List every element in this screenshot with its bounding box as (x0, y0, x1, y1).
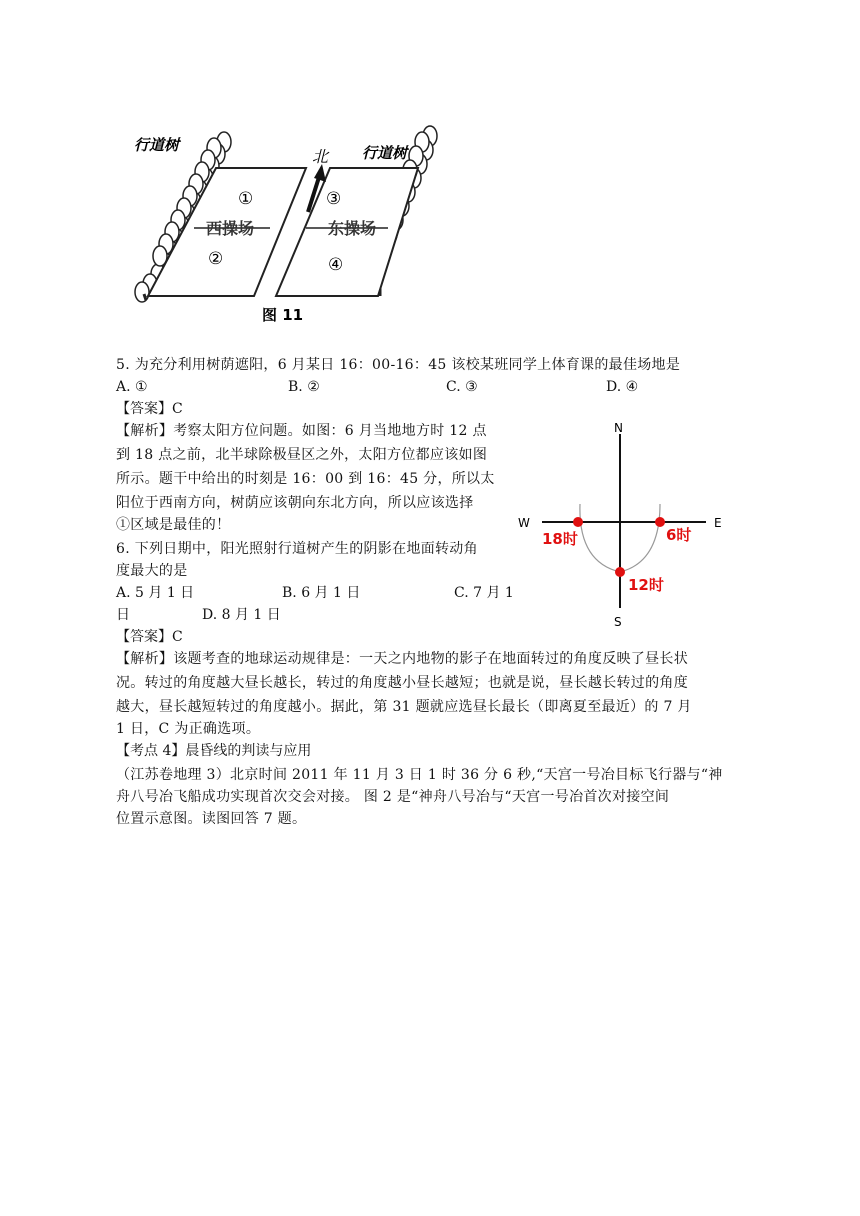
west-letter: W (518, 516, 530, 530)
q5-question: 5. 为充分利用树荫遮阳，6 月某日 16：00-16：45 该校某班同学上体育课的最佳场地是 (116, 357, 681, 373)
label-12h: 12时 (628, 576, 664, 594)
sunset-point (573, 517, 583, 527)
sunrise-point (655, 517, 665, 527)
q6-question-line-2: 度最大的是 (116, 563, 188, 579)
q6-option-b: B. 6 月 1 日 (282, 585, 361, 601)
section4-intro-line-1: （江苏卷地理 3）北京时间 2011 年 11 月 3 日 1 时 36 分 6 秒,“天宫一号冶目标飞行器与“神 (116, 767, 723, 783)
north-label: 北 (312, 147, 329, 166)
area-3: ③ (326, 189, 342, 209)
q5-analysis-line-3: 所示。题干中给出的时刻是 16：00 到 16：45 分，所以太 (116, 471, 495, 487)
west-field-label: 西操场 (206, 219, 255, 238)
q5-answer: 【答案】C (116, 401, 183, 417)
q6-option-a: A. 5 月 1 日 (116, 585, 195, 601)
q5-option-c: C. ③ (446, 379, 478, 395)
q6-answer: 【答案】C (116, 629, 183, 645)
q6-option-c: C. 7 月 1 (454, 585, 514, 601)
q6-analysis-line-3: 越大，昼长越短转过的角度越小。据此，第 31 题就应选昼长最长（即离夏至最近）的 7 月 (116, 699, 692, 715)
section4-heading: 【考点 4】晨昏线的判读与应用 (116, 743, 312, 759)
q6-analysis-line-2: 况。转过的角度越大昼长越长，转过的角度越小昼长越短；也就是说，昼长越长转过的角度 (116, 675, 688, 691)
q5-analysis-line-2: 到 18 点之前，北半球除极昼区之外，太阳方位都应该如图 (116, 447, 488, 463)
tree-label-right: 行道树 (362, 144, 408, 162)
q5-option-b: B. ② (288, 379, 320, 395)
area-2: ② (208, 249, 224, 269)
q5-analysis-line-4: 阳位于西南方向，树荫应该朝向东北方向，所以应该选择 (116, 495, 474, 511)
figure-11-caption: 图 11 (262, 306, 304, 324)
figure-11 (128, 120, 448, 330)
q6-option-c-continued: 日 (116, 607, 130, 623)
noon-point (615, 567, 625, 577)
section4-intro-line-2: 舟八号冶飞船成功实现首次交会对接。 图 2 是“神舟八号冶与“天宫一号冶首次对接空间 (116, 789, 670, 805)
q5-analysis-line-5: ①区域是最佳的！ (116, 517, 231, 533)
sun-position-diagram (510, 412, 728, 630)
section4-intro-line-3: 位置示意图。读图回答 7 题。 (116, 811, 307, 827)
q6-option-d: D. 8 月 1 日 (202, 607, 281, 623)
q5-option-a: A. ① (116, 379, 148, 395)
south-letter: S (614, 615, 622, 629)
q6-question-line-1: 6. 下列日期中，阳光照射行道树产生的阴影在地面转动角 (116, 541, 478, 557)
area-1: ① (238, 189, 254, 209)
q6-analysis-line-4: 1 日，C 为正确选项。 (116, 721, 261, 737)
label-6h: 6时 (666, 526, 692, 544)
north-letter: N (614, 421, 623, 435)
east-letter: E (714, 516, 722, 530)
q6-analysis-line-1: 【解析】该题考查的地球运动规律是：一天之内地物的影子在地面转过的角度反映了昼长状 (116, 651, 688, 667)
q5-option-d: D. ④ (606, 379, 639, 395)
label-18h: 18时 (542, 530, 578, 548)
area-4: ④ (328, 255, 344, 275)
tree-label-left: 行道树 (134, 136, 180, 154)
east-field-label: 东操场 (328, 219, 377, 238)
q5-analysis-line-1: 【解析】考察太阳方位问题。如图：6 月当地地方时 12 点 (116, 423, 487, 439)
